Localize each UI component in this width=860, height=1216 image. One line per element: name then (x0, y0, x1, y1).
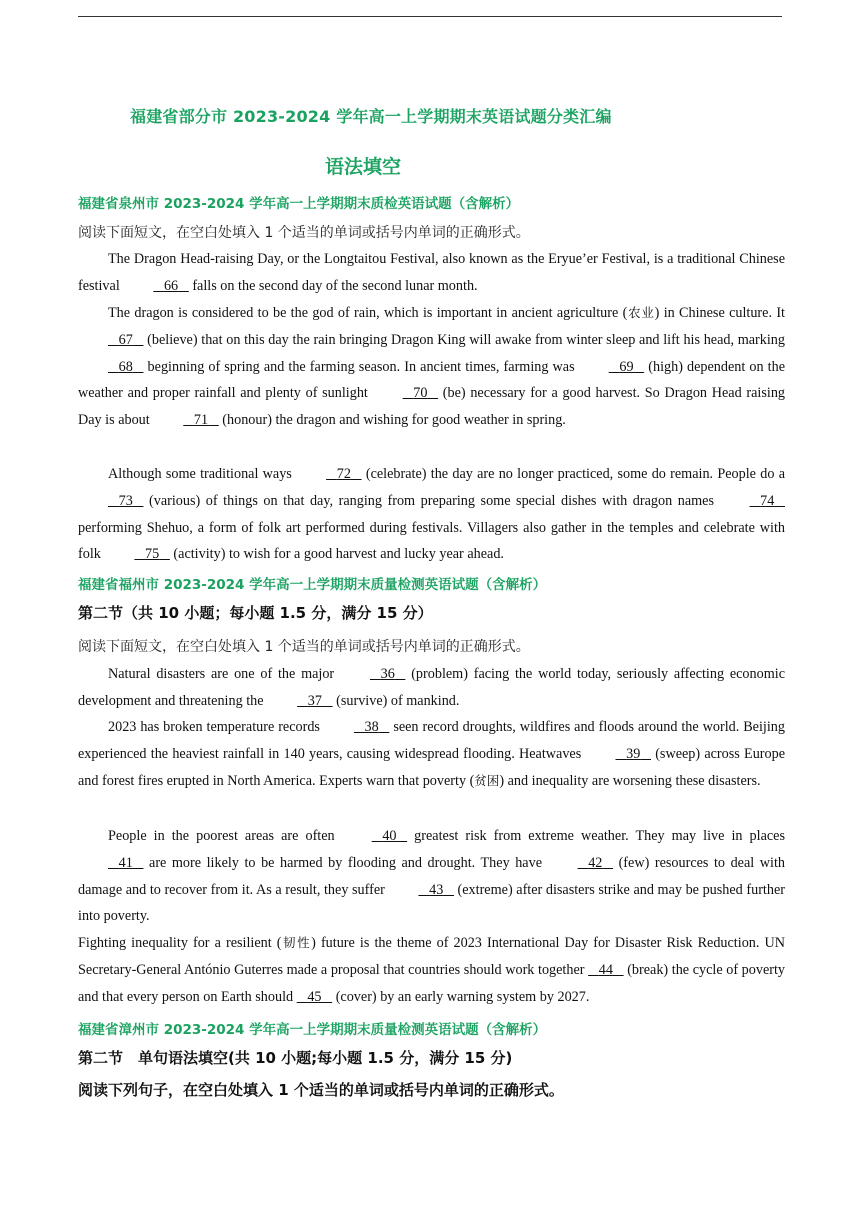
blank-42: 42 (588, 854, 603, 871)
passage-text: seen record droughts, wildfires and floods around the world. Beijing experienced the heaviest rainfall in 140 years, causing widespread flooding. Heatwaves (78, 719, 785, 762)
passage-text: Although some traditional ways (108, 466, 297, 482)
passage-text: (various) of things on that day, ranging from preparing some special dishes with dragon names (143, 492, 720, 509)
passage-paragraph (78, 930, 785, 1010)
passage-text: (believe) that on this day the rain bringing Dragon King will awake from winter sleep and lift his head, marking (143, 331, 785, 348)
blank-74: 74 (760, 492, 775, 509)
blank-36: 36 (380, 666, 395, 682)
blank-44: 44 (598, 961, 613, 978)
passage-text: (extreme) after disasters strike and may be pushed further into poverty. (78, 881, 785, 925)
passage-text: 2023 has broken temperature records (108, 719, 324, 735)
passage-text: beginning of spring and the farming season. In ancient times, farming was (143, 358, 579, 375)
blank-38: 38 (364, 719, 379, 735)
blank-73: 73 (118, 492, 133, 509)
document-title: 福建省部分市 2023-2024 学年高一上学期期末英语试题分类汇编 (130, 107, 612, 126)
passage-paragraph (78, 714, 785, 794)
blank-37: 37 (307, 692, 322, 709)
passage-text: (honour) the dragon and wishing for good weather in spring. (218, 412, 566, 429)
header-rule (78, 16, 782, 17)
section-source-quanzhou: 福建省泉州市 2023-2024 学年高一上学期期末质检英语试题（含解析） (78, 196, 520, 212)
passage-text: (cover) by an early warning system by 2027. (332, 988, 590, 1005)
blank-66: 66 (163, 277, 179, 294)
passage-paragraph (78, 661, 785, 715)
blank-70: 70 (413, 385, 428, 402)
passage-text: (few) resources to deal with damage and to recover from it. As a result, they suffer (78, 854, 785, 898)
section-heading-fuzhou: 第二节（共 10 小题；每小题 1.5 分，满分 15 分） (78, 604, 433, 622)
passage-text: ) future is the theme of 2023 International Day for Disaster Risk Reduction. UN Secretary-General António Guterres made a proposal that countries should work together (78, 935, 786, 978)
passage-text: (high) dependent on the weather and proper rainfall and plenty of sunlight (78, 358, 785, 402)
passage-text: The Dragon Head-raising Day, or the Longtaitou Festival, also known as the Eryue’er Festival, is a traditional Chinese festival (78, 251, 785, 294)
section-instruction-zhangzhou: 阅读下列句子，在空白处填入 1 个适当的单词或括号内单词的正确形式。 (78, 1081, 564, 1099)
section-instruction-fuzhou: 阅读下面短文，在空白处填入 1 个适当的单词或括号内单词的正确形式。 (78, 639, 530, 655)
section-source-zhangzhou: 福建省漳州市 2023-2024 学年高一上学期期末质量检测英语试题（含解析） (78, 1022, 547, 1038)
document-subtitle: 语法填空 (324, 156, 401, 178)
blank-68: 68 (118, 358, 133, 375)
passage-paragraph (78, 300, 785, 434)
blank-75: 75 (145, 546, 160, 563)
blank-43: 43 (429, 881, 444, 898)
blank-71: 71 (193, 412, 209, 429)
passage-text: (activity) to wish for a good harvest and lucky year ahead. (169, 546, 504, 563)
chinese-gloss: 韧性 (281, 935, 312, 950)
blank-67: 67 (118, 331, 133, 348)
passage-text: (break) the cycle of poverty and that every person on Earth should (78, 961, 786, 1005)
passage-text: (be) necessary for a good harvest. So Dragon Head raising Day is about (78, 385, 786, 429)
blank-39: 39 (626, 745, 641, 762)
blank-69: 69 (619, 358, 634, 375)
section-source-fuzhou: 福建省福州市 2023-2024 学年高一上学期期末质量检测英语试题（含解析） (78, 577, 547, 593)
chinese-gloss: 农业 (627, 305, 655, 320)
chinese-gloss: 贫困 (474, 772, 500, 788)
section-instruction-quanzhou: 阅读下面短文，在空白处填入 1 个适当的单词或括号内单词的正确形式。 (78, 225, 530, 241)
section-heading-zhangzhou: 第二节 单句语法填空(共 10 小题;每小题 1.5 分，满分 15 分) (78, 1049, 513, 1067)
passage-text: (problem) facing the world today, seriously affecting economic development and threatening the (78, 666, 785, 709)
blank-72: 72 (336, 466, 351, 482)
passage-text: (celebrate) the day are no longer practiced, some do remain. People do a (361, 466, 786, 482)
passage-text: Natural disasters are one of the major (108, 666, 340, 682)
passage-text: Fighting inequality for a resilient ( (78, 935, 282, 951)
blank-41: 41 (118, 854, 133, 871)
blank-40: 40 (382, 828, 397, 844)
passage-text: (survive) of mankind. (332, 692, 460, 709)
passage-text: People in the poorest areas are often (108, 828, 342, 844)
passage-text: falls on the second day of the second lunar month. (188, 277, 478, 294)
blank-45: 45 (307, 988, 322, 1005)
passage-text: greatest risk from extreme weather. They may live in places (407, 828, 785, 844)
passage-paragraph (78, 823, 785, 930)
passage-text: performing Shehuo, a form of folk art performed during festivals. Villagers also gather in the temples and celebrate with folk (78, 519, 785, 563)
passage-text: ) and inequality are worsening these disasters. (499, 772, 761, 789)
passage-text: ) in Chinese culture. It (654, 305, 785, 321)
passage-text: (sweep) across Europe and forest fires erupted in North America. Experts warn that poverty ( (78, 745, 785, 789)
passage-paragraph (78, 461, 785, 568)
passage-paragraph (78, 246, 785, 300)
passage-text: The dragon is considered to be the god of rain, which is important in ancient agriculture ( (108, 305, 628, 321)
passage-text: are more likely to be harmed by flooding and drought. They have (143, 854, 548, 871)
